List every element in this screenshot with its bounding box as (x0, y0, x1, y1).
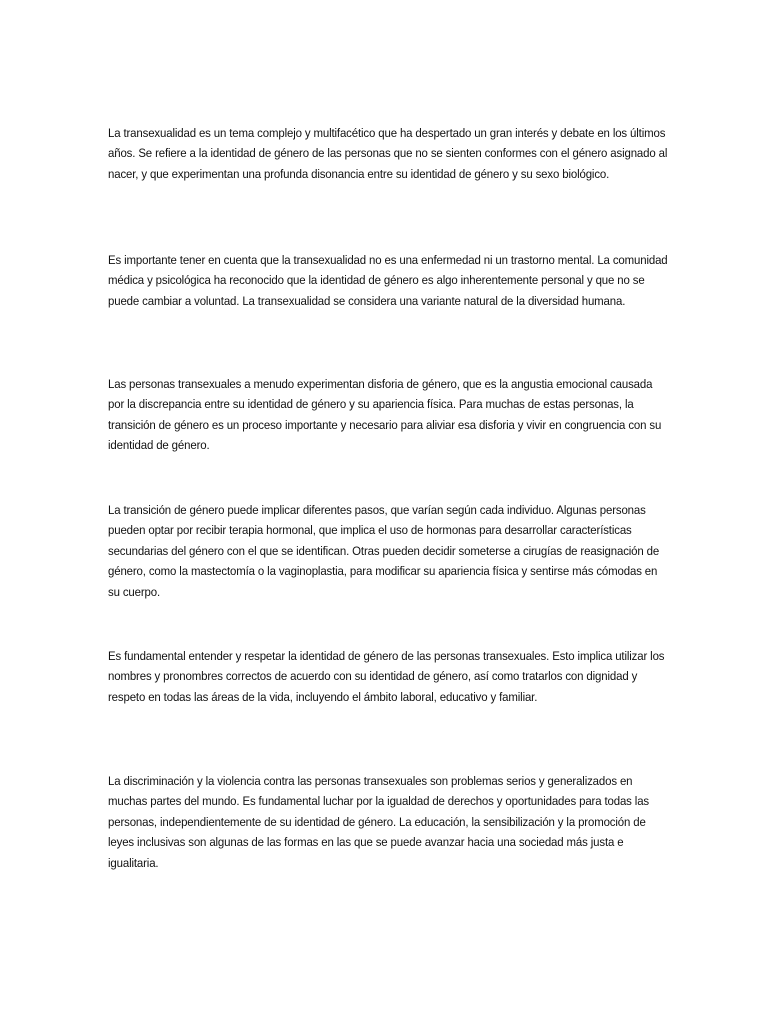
paragraph-5: Es fundamental entender y respetar la identidad de género de las personas transexuales. Esto implica utilizar los nombres y pronombres correctos de acuerdo con su identidad de género, así como tratarlos con dignidad y respeto en todas las áreas de la vida, incluyendo el ámbito laboral, educativo y familiar. (108, 649, 665, 704)
paragraph-3: Las personas transexuales a menudo experimentan disforia de género, que es la angustia emocional causada por la discrepancia entre su identidad de género y su apariencia física. Para muchas de estas personas, la transición de género es un proceso importante y necesario para aliviar esa disforia y vivir en congruencia con su identidad de género. (108, 377, 662, 453)
paragraph-1: La transexualidad es un tema complejo y multifacético que ha despertado un gran interés y debate en los últimos años. Se refiere a la identidad de género de las personas que no se sienten conformes con el género asignado al nacer, y que experimentan una profunda disonancia entre su identidad de género y su sexo biológico. (108, 126, 668, 181)
paragraph-2: Es importante tener en cuenta que la transexualidad no es una enfermedad ni un trastorno mental. La comunidad médica y psicológica ha reconocido que la identidad de género es algo inherentemente personal y que no se puede cambiar a voluntad. La transexualidad se considera una variante natural de la diversidad humana. (108, 253, 668, 308)
paragraph-4: La transición de género puede implicar diferentes pasos, que varían según cada individuo. Algunas personas pueden optar por recibir terapia hormonal, que implica el uso de hormonas para desarrollar características secundarias del género con el que se identifican. Otras pueden decidir someterse a cirugías de reasignación de género, como la mastectomía o la vaginoplastia, para modificar su apariencia física y sentirse más cómodas en su cuerpo. (108, 503, 660, 599)
paragraph-6: La discriminación y la violencia contra las personas transexuales son problemas serios y generalizados en muchas partes del mundo. Es fundamental luchar por la igualdad de derechos y oportunidades para todas las personas, independientemente de su identidad de género. La educación, la sensibilización y la promoción de leyes inclusivas son algunas de las formas en las que se puede avanzar hacia una sociedad más justa e igualitaria. (108, 774, 649, 870)
